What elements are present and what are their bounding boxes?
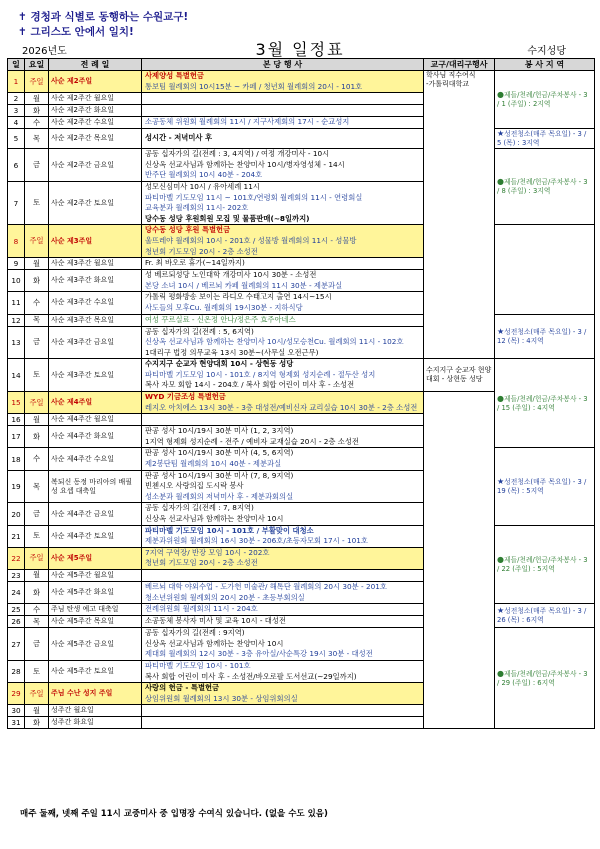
weekday: 화 (25, 426, 49, 448)
star-icon: ★ (497, 606, 505, 616)
event-line: 청년회 기도모임 20시 - 2층 소성전 (145, 558, 258, 568)
weekday: 수 (25, 604, 49, 616)
event-line: 소공동체 봉사자 미사 및 교육 10시 - 대성전 (145, 616, 286, 626)
service-area (495, 525, 595, 604)
event-line: 여성 꾸르실료 - 신온정 안나/정은주 효주아네스 (145, 314, 296, 324)
parish-events (142, 326, 424, 359)
dot-icon: ● (497, 554, 504, 564)
parish-events (142, 660, 424, 682)
parish-events (142, 717, 424, 729)
day-number: 19 (8, 470, 25, 503)
day-number: 25 (8, 604, 25, 616)
service-area-text: 제들/천례/헌금/주차봉사 - 3 / 15 (주일) : 4지역 (497, 394, 588, 412)
event-line: 상임위원회 월례회의 13시 30분 - 상임위회의실 (145, 693, 298, 703)
service-area-text: 제들/천례/헌금/주차봉사 - 3 / 22 (주일) : 5지역 (497, 555, 588, 573)
table-row (8, 448, 595, 470)
day-number: 17 (8, 426, 25, 448)
parish-events (142, 581, 424, 603)
liturgy-name: 사순 제4주간 화요일 (49, 426, 142, 448)
event-line: 가톨릭 평화방송 보이는 라디오 수태고지 출연 14시~15시 (145, 292, 332, 302)
table-row (8, 359, 595, 392)
event-line: 울뜨레야 월례회의 10시 - 201호 / 성물방 월례회의 11시 - 성물방 (145, 235, 357, 245)
liturgy-name: 주님 탄생 예고 대축일 (49, 604, 142, 616)
liturgy-name: 사순 제4주간 토요일 (49, 525, 142, 547)
parish-events (142, 105, 424, 117)
star-icon: ★ (497, 326, 505, 336)
liturgy-name: 사순 제3주간 화요일 (49, 270, 142, 292)
event-line: 베르뇌 대학 야외수업 - 도가헌 미술관/ 해톡단 월례회의 20시 30분 - 201호 (145, 581, 387, 591)
footer-note: 매주 둘째, 넷째 주일 11시 교중미사 중 입명장 수여식 있습니다. (없을 수도 있음) (20, 809, 328, 819)
star-icon: ★ (497, 477, 505, 487)
day-number: 20 (8, 503, 25, 525)
weekday: 월 (25, 93, 49, 105)
slogan-1: ✝ 경청과 식별로 동행하는 수원교구! (18, 11, 189, 23)
weekday: 금 (25, 326, 49, 359)
slogan-2: ✝ 그리스도 안에서 일치! (18, 26, 134, 38)
liturgy-name: 사순 제3주간 월요일 (49, 258, 142, 270)
weekday: 주일 (25, 547, 49, 569)
day-number: 27 (8, 628, 25, 661)
table-header-row (8, 59, 595, 71)
weekday: 주일 (25, 392, 49, 414)
parish-events (142, 448, 424, 470)
table-row (8, 129, 595, 149)
dot-icon: ● (497, 177, 504, 187)
liturgy-name: 사순 제5주간 화요일 (49, 581, 142, 603)
day-number: 23 (8, 569, 25, 581)
day-number: 22 (8, 547, 25, 569)
day-number: 9 (8, 258, 25, 270)
parish-events (142, 359, 424, 392)
weekday: 수 (25, 292, 49, 314)
liturgy-name: 사순 제5주간 금요일 (49, 628, 142, 661)
event-line: 제2봉단팀 월례회의 10시 40분 - 제분과실 (145, 459, 282, 469)
parish-events (142, 314, 424, 326)
day-number: 30 (8, 705, 25, 717)
day-number: 12 (8, 314, 25, 326)
diocese-event-line: -가톨릭대학교 (426, 80, 470, 88)
day-number: 18 (8, 448, 25, 470)
event-line: 레지오 아치에스 13시 30분 - 3층 대성전/예비신자 교리실습 10시 30분 - 2층 소성전 (145, 402, 418, 412)
weekday: 주일 (25, 225, 49, 258)
service-area-text: 성전청소(매주 목요일) - 3 / 5 (목) : 3지역 (497, 130, 587, 148)
diocese-event-line: 수지지구 순교자 현양 (426, 366, 492, 375)
weekday: 금 (25, 628, 49, 661)
service-area-text: 성전청소(매주 목요일) - 3 / 12 (목) : 4지역 (497, 327, 587, 345)
weekday: 화 (25, 105, 49, 117)
liturgy-name: 사순 제2주간 목요일 (49, 129, 142, 149)
parish-events (142, 525, 424, 547)
parish-events (142, 414, 424, 426)
event-line: 판공 성사 10시/19시 30분 미사 (1, 2, 3지역) (145, 426, 294, 436)
liturgy-name: 사순 제2주간 토요일 (49, 181, 142, 224)
liturgy-name: 사순 제4주간 월요일 (49, 414, 142, 426)
dot-icon: ● (497, 90, 504, 100)
day-number: 11 (8, 292, 25, 314)
table-row (8, 225, 595, 258)
service-area (495, 448, 595, 525)
event-line: 빈첸시오 사랑의집 도시락 봉사 (145, 481, 244, 491)
event-line: 수지지구 순교자 현양대회 10시 - 상현동 성당 (145, 359, 294, 369)
parish-events (142, 503, 424, 525)
event-line: 판공 성사 10시/19시 30분 미사 (4, 5, 6지역) (145, 448, 294, 458)
event-line: 파티마벨 기도모임 10시 - 101호 / 8지역 형제회 성지순례 - 절두산 성지 (145, 369, 376, 379)
day-number: 26 (8, 616, 25, 628)
day-number: 1 (8, 71, 25, 93)
day-number: 15 (8, 392, 25, 414)
day-number: 14 (8, 359, 25, 392)
weekday: 화 (25, 717, 49, 729)
event-line: 전례위원회 월례회의 11시 - 204호 (145, 604, 258, 614)
liturgy-name: 사순 제4주간 금요일 (49, 503, 142, 525)
liturgy-name: 사순 제4주일 (49, 392, 142, 414)
weekday: 토 (25, 525, 49, 547)
parish-events (142, 117, 424, 129)
liturgy-name: 사순 제2주간 수요일 (49, 117, 142, 129)
event-line: 공동 십자가의 길(전례 : 5, 6지역) (145, 326, 254, 336)
dot-icon: ● (497, 393, 504, 403)
parish-events (142, 547, 424, 569)
liturgy-name: 사순 제5주간 목요일 (49, 616, 142, 628)
day-number: 28 (8, 660, 25, 682)
parish-events (142, 426, 424, 448)
event-line: 공동 십자가의 길(전례 : 3, 4지역) / 여정 개강미사 - 10시 (145, 149, 330, 159)
parish-events (142, 258, 424, 270)
year-label: 2026년도 (22, 46, 67, 57)
liturgy-name: 사순 제5주일 (49, 547, 142, 569)
parish-events (142, 71, 424, 93)
weekday: 토 (25, 359, 49, 392)
diocese-event-line: 학사님 직수여식 (426, 71, 476, 79)
col-day: 일 (8, 59, 25, 71)
event-line: 파티마벨 기도모임 11시 ~ 101호/연령회 월례회의 11시 - 연령회실 (145, 192, 363, 202)
event-line: 본당 소녀 10시 / 베르뇌 카페 월례회의 11시 30분 - 제분과실 (145, 280, 343, 290)
event-line: 제분과위원회 월례회의 16시 30분 - 206호/초등자모회 17시 - 101호 (145, 536, 368, 546)
diocese-events (424, 392, 495, 729)
dot-icon: ● (497, 668, 504, 678)
parish-events (142, 292, 424, 314)
event-line: WYD 기금조성 특별헌금 (145, 392, 226, 402)
service-area (495, 225, 595, 314)
liturgy-name: 성주간 화요일 (49, 717, 142, 729)
event-line: 사도들의 모후Cu. 월례회의 19시30분 - 지하식당 (145, 302, 303, 312)
day-number: 21 (8, 525, 25, 547)
parish-name: 수지성당 (527, 46, 566, 57)
table-row (8, 149, 595, 182)
table-row (8, 314, 595, 326)
parish-events (142, 705, 424, 717)
service-area-text: 성전청소(매주 목요일) - 3 / 26 (목) : 6지역 (497, 607, 587, 625)
table-row (8, 604, 595, 616)
liturgy-name: 복되신 동정 마리아의 배필 성 요셉 대축일 (49, 470, 142, 503)
liturgy-name: 성주간 월요일 (49, 705, 142, 717)
day-number: 13 (8, 326, 25, 359)
weekday: 금 (25, 149, 49, 182)
weekday: 목 (25, 129, 49, 149)
event-line: 판공 성사 10시/19시 30분 미사 (7, 8, 9지역) (145, 470, 294, 480)
liturgy-name: 사순 제3주간 금요일 (49, 326, 142, 359)
weekday: 수 (25, 117, 49, 129)
weekday: 토 (25, 660, 49, 682)
weekday: 목 (25, 314, 49, 326)
event-line: Fr. 최 바오로 휴가(~14일까지) (145, 258, 245, 268)
service-area (495, 359, 595, 448)
parish-events (142, 616, 424, 628)
parish-events (142, 149, 424, 182)
day-number: 16 (8, 414, 25, 426)
table-row (8, 71, 595, 93)
service-area (495, 71, 595, 129)
event-line: 7지역 구역장/ 반장 모임 10시 - 202호 (145, 547, 270, 557)
service-area-text: 제들/천례/헌금/주차봉사 - 3 / 8 (주일) : 3지역 (497, 178, 588, 196)
event-line: 신상옥 선교사님과 함께하는 찬양미사 10시/병자영성체 - 14시 (145, 159, 345, 169)
weekday: 주일 (25, 71, 49, 93)
weekday: 화 (25, 581, 49, 603)
liturgy-name: 사순 제3주간 수요일 (49, 292, 142, 314)
service-area-text: 제들/천례/헌금/주차봉사 - 3 / 1 (주일) : 2지역 (497, 91, 588, 109)
event-line: 파티마벨 기도모임 10시 - 101호 / 부활맞이 대청소 (145, 525, 314, 535)
day-number: 8 (8, 225, 25, 258)
day-number: 3 (8, 105, 25, 117)
event-line: 청년회 기도모임 20시 - 2층 소성전 (145, 246, 258, 256)
day-number: 2 (8, 93, 25, 105)
event-line: 제대회 월례회의 12시 30분 - 3층 유아실/사순특강 19시 30분 - 대성전 (145, 649, 373, 659)
liturgy-name: 사순 제5주간 월요일 (49, 569, 142, 581)
event-line: 신상옥 선교사님과 함께하는 찬양미사 10시/성모승천Cu. 월례회의 11시 - 102호 (145, 337, 404, 347)
event-line: 성모신심미사 10시 / 유아세례 11시 (145, 181, 260, 191)
diocese-events (424, 359, 495, 392)
parish-events (142, 604, 424, 616)
day-number: 29 (8, 683, 25, 705)
col-parish-events: 본 당 행 사 (142, 59, 424, 71)
col-weekday: 요일 (25, 59, 49, 71)
parish-events (142, 129, 424, 149)
weekday: 월 (25, 258, 49, 270)
liturgy-name: 사순 제2주간 화요일 (49, 105, 142, 117)
event-line: 청소년위원회 월례회의 20시 20분 - 초등부회의실 (145, 592, 305, 602)
event-line: 교육분과 월례회의 11시- 202호 (145, 203, 249, 213)
event-line: 소공동체 위원회 월례회의 11시 / 지구사제회의 17시 - 순교성지 (145, 117, 350, 127)
liturgy-name: 사순 제5주간 토요일 (49, 660, 142, 682)
event-line: 당수동 성당 후원회원 모집 및 물품판매(~8일까지) (145, 213, 310, 223)
event-line: 복사 자모 회합 14시 - 204호 / 복사 회합 어린이 미사 후 - 소성전 (145, 380, 355, 390)
col-service-area: 봉 사 지 역 (495, 59, 595, 71)
event-line: 성시간 - 저녁미사 후 (145, 133, 213, 143)
parish-events (142, 270, 424, 292)
table-row (8, 525, 595, 547)
event-line: 신상옥 선교사님과 함께하는 찬양미사 10시 (145, 514, 284, 523)
diocese-events (424, 71, 495, 359)
parish-events (142, 683, 424, 705)
event-line: 사랑의 헌금 - 특별헌금 (145, 683, 220, 693)
service-area (495, 149, 595, 225)
weekday: 금 (25, 503, 49, 525)
liturgy-name: 사순 제2주간 월요일 (49, 93, 142, 105)
schedule-table (7, 58, 595, 729)
liturgy-name: 사순 제3주간 목요일 (49, 314, 142, 326)
liturgy-name: 사순 제4주간 수요일 (49, 448, 142, 470)
event-line: 성소분과 월례회의 저녁미사 후 - 제분과회의실 (145, 491, 294, 501)
parish-events (142, 470, 424, 503)
service-area-text: 성전청소(매주 목요일) - 3 / 19 (목) : 5지역 (497, 478, 587, 496)
table-row (8, 628, 595, 661)
weekday: 화 (25, 270, 49, 292)
event-line: 신상옥 선교사님과 함께하는 찬양미사 10시 (145, 638, 284, 648)
weekday: 월 (25, 414, 49, 426)
day-number: 24 (8, 581, 25, 603)
liturgy-name: 사순 제2주간 금요일 (49, 149, 142, 182)
day-number: 6 (8, 149, 25, 182)
weekday: 목 (25, 470, 49, 503)
col-diocese-events: 교구/대리구행사 (424, 59, 495, 71)
day-number: 7 (8, 181, 25, 224)
service-area (495, 604, 595, 628)
service-area (495, 314, 595, 359)
parish-events (142, 628, 424, 661)
event-line: 1대리구 법정 의무교육 13시 30분~(사무실 오전근무) (145, 347, 319, 357)
day-number: 31 (8, 717, 25, 729)
event-line: 반주단 월례회의 10시 40분 - 204호 (145, 170, 263, 180)
event-line: 파티마벨 기도모임 10시 - 101호 (145, 660, 251, 670)
event-line: 사제양성 특별헌금 (145, 71, 204, 80)
event-line: 공동 십자가의 길(전례 : 7, 8지역) (145, 503, 254, 513)
star-icon: ★ (497, 129, 505, 139)
event-line: 당수동 성당 후원 특별헌금 (145, 225, 231, 235)
diocese-event-line: 대회 - 상현동 성당 (426, 375, 483, 384)
day-number: 5 (8, 129, 25, 149)
liturgy-name: 사순 제3주간 토요일 (49, 359, 142, 392)
weekday: 목 (25, 616, 49, 628)
col-liturgy: 전 례 일 (49, 59, 142, 71)
liturgy-name: 주님 수난 성지 주일 (49, 683, 142, 705)
weekday: 주일 (25, 683, 49, 705)
parish-events (142, 93, 424, 105)
parish-events (142, 392, 424, 414)
event-line: 공동 십자가의 길(전례 : 9지역) (145, 628, 245, 638)
liturgy-name: 사순 제3주일 (49, 225, 142, 258)
day-number: 10 (8, 270, 25, 292)
parish-events (142, 569, 424, 581)
weekday: 토 (25, 181, 49, 224)
weekday: 월 (25, 569, 49, 581)
service-area (495, 628, 595, 729)
service-area (495, 129, 595, 149)
liturgy-name: 사순 제2주일 (49, 71, 142, 93)
parish-events (142, 181, 424, 224)
event-line: 성 베르되성당 노인대학 개강미사 10시 30분 - 소성전 (145, 270, 317, 280)
weekday: 월 (25, 705, 49, 717)
parish-events (142, 225, 424, 258)
page-title: 3월 일정표 (255, 40, 345, 59)
weekday: 수 (25, 448, 49, 470)
day-number: 4 (8, 117, 25, 129)
event-line: 통보팀 월례회의 10시15분 ~ 카페 / 청년회 월례회의 20시 - 101호 (145, 81, 363, 91)
event-line: 복사 회합 어린이 미사 후 - 소성전/바오로팔 도서선교(~29일까지) (145, 671, 357, 681)
service-area-text: 제들/천례/헌금/주차봉사 - 3 / 29 (주일) : 6지역 (497, 669, 588, 687)
event-line: 1지역 형제회 성지순례 - 전주 / 예비자 교재실습 20시 - 2층 소성전 (145, 436, 359, 446)
